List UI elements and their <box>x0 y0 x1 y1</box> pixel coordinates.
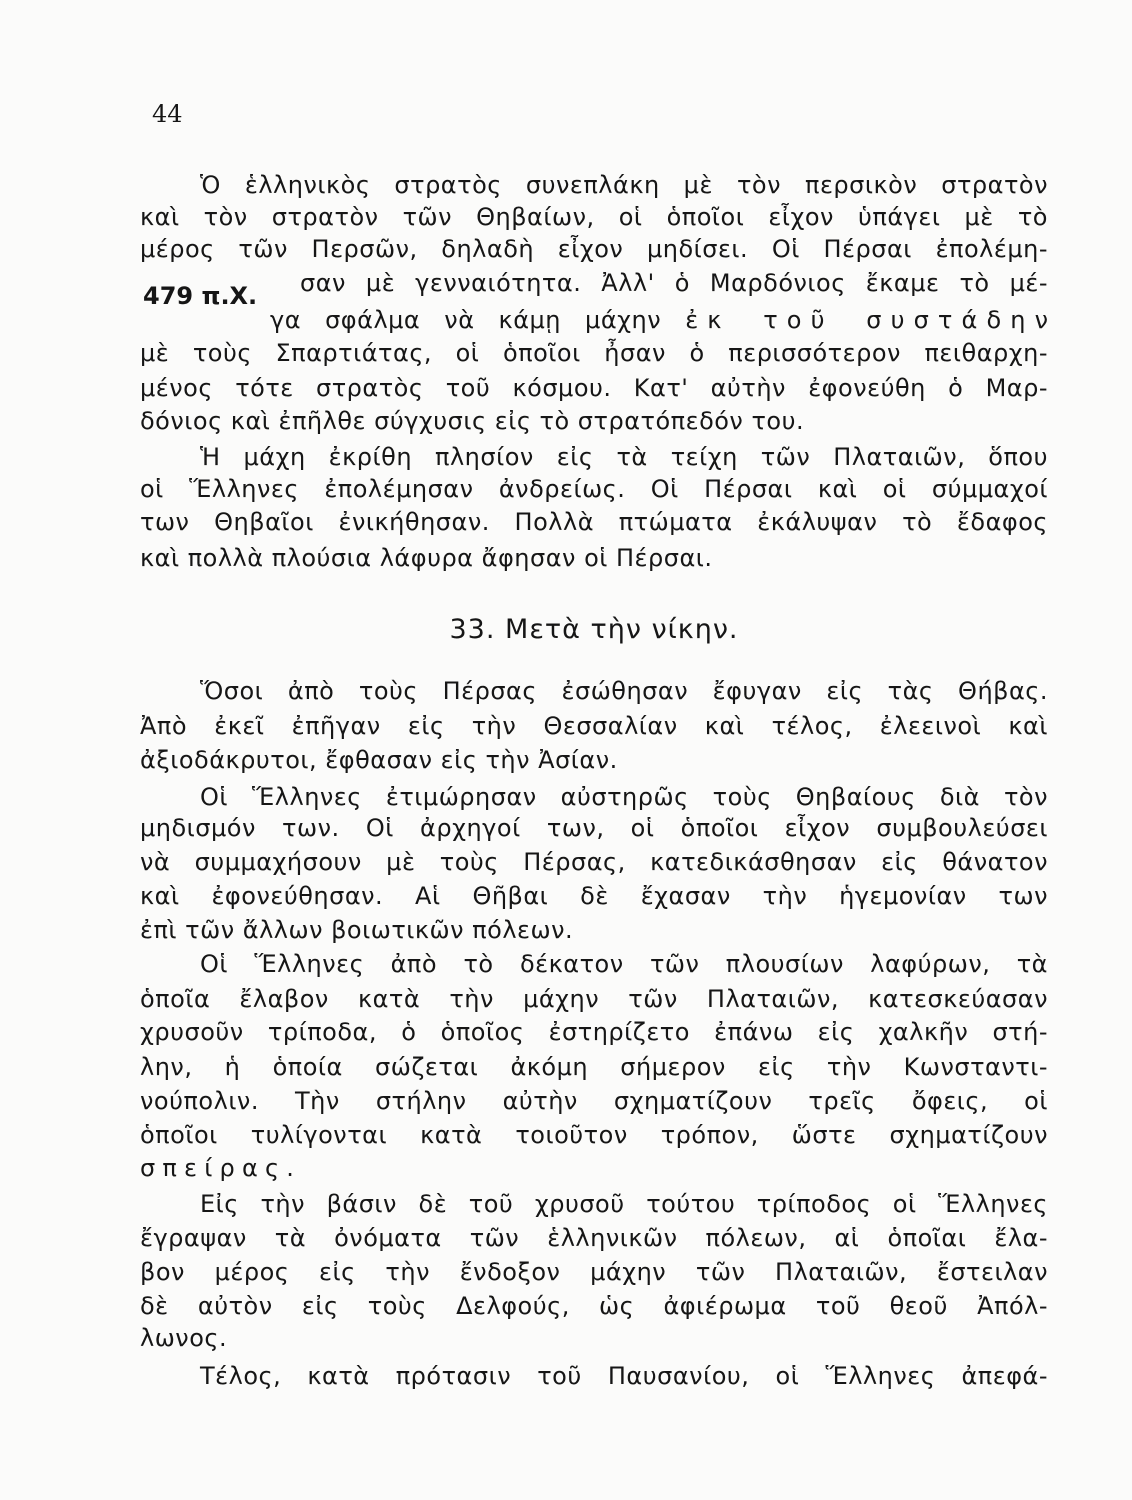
text-line: ὁποῖοι τυλίγονται κατὰ τοιοῦτον τρόπον, ὥστε σχηματίζουν <box>140 1121 1048 1149</box>
text-line <box>270 305 1058 335</box>
text-line: λωνος. <box>140 1324 228 1352</box>
text-line: Ὁ ἑλληνικὸς στρατὸς συνεπλάκη μὲ τὸν περσικὸν στρατὸν <box>200 171 1048 199</box>
text-line: νούπολιν. Τὴν στήλην αὐτὴν σχηματίζουν τρεῖς ὄφεις, οἱ <box>140 1087 1048 1115</box>
text-line: νὰ συμμαχήσουν μὲ τοὺς Πέρσας, κατεδικάσθησαν εἰς θάνατον <box>140 848 1048 876</box>
text-line: Οἱ Ἕλληνες ἐτιμώρησαν αὐστηρῶς τοὺς Θηβαίους διὰ τὸν <box>200 783 1048 811</box>
margin-note-date: 479 π.Χ. <box>143 282 258 310</box>
text-line: ἔγραψαν τὰ ὀνόματα τῶν ἑλληνικῶν πόλεων, αἱ ὁποῖαι ἔλα- <box>140 1224 1048 1252</box>
text-line: Εἰς τὴν βάσιν δὲ τοῦ χρυσοῦ τούτου τρίποδος οἱ Ἕλληνες <box>200 1190 1048 1218</box>
section-heading: 33. Μετὰ τὴν νίκην. <box>449 614 739 645</box>
text-line: καὶ πολλὰ πλούσια λάφυρα ἄφησαν οἱ Πέρσαι. <box>140 544 713 572</box>
text-line: Ἡ μάχη ἐκρίθη πλησίον εἰς τὰ τείχη τῶν Πλαταιῶν, ὅπου <box>200 443 1048 471</box>
text-line: Οἱ Ἕλληνες ἀπὸ τὸ δέκατον τῶν πλουσίων λαφύρων, τὰ <box>200 950 1048 978</box>
text-line: Ὅσοι ἀπὸ τοὺς Πέρσας ἐσώθησαν ἔφυγαν εἰς τὰς Θήβας. <box>200 677 1048 705</box>
text-line: ἐπὶ τῶν ἄλλων βοιωτικῶν πόλεων. <box>140 916 574 944</box>
emphasized-text: ἐκ τοῦ συστάδην <box>685 306 1058 334</box>
page-number: 44 <box>152 100 183 128</box>
text-line: καὶ ἐφονεύθησαν. Αἱ Θῆβαι δὲ ἔχασαν τὴν ἡγεμονίαν των <box>140 882 1048 910</box>
text-segment: γα σφάλμα νὰ κάμῃ μάχην <box>270 306 662 334</box>
text-line: οἱ Ἕλληνες ἐπολέμησαν ἀνδρείως. Οἱ Πέρσαι καὶ οἱ σύμμαχοί <box>140 475 1048 503</box>
text-line: λην, ἡ ὁποία σώζεται ἀκόμη σήμερον εἰς τὴν Κωνσταντι- <box>140 1053 1048 1081</box>
text-line: σαν μὲ γενναιότητα. Ἀλλ' ὁ Μαρδόνιος ἔκαμε τὸ μέ- <box>300 269 1048 297</box>
text-line: των Θηβαῖοι ἐνικήθησαν. Πολλὰ πτώματα ἐκάλυψαν τὸ ἔδαφος <box>140 508 1048 536</box>
text-line: χρυσοῦν τρίποδα, ὁ ὁποῖος ἐστηρίζετο ἐπάνω εἰς χαλκῆν στή- <box>140 1018 1048 1046</box>
text-line: μηδισμόν των. Οἱ ἀρχηγοί των, οἱ ὁποῖοι εἶχον συμβουλεύσει <box>140 814 1048 842</box>
emphasized-text: σπείρας. <box>140 1154 302 1182</box>
text-line: ἀξιοδάκρυτοι, ἔφθασαν εἰς τὴν Ἀσίαν. <box>140 746 618 774</box>
text-line: μὲ τοὺς Σπαρτιάτας, οἱ ὁποῖοι ἦσαν ὁ περισσότερον πειθαρχη- <box>140 339 1048 367</box>
text-line: ὁποῖα ἔλαβον κατὰ τὴν μάχην τῶν Πλαταιῶν, κατεσκεύασαν <box>140 985 1048 1013</box>
text-line: δὲ αὐτὸν εἰς τοὺς Δελφούς, ὡς ἀφιέρωμα τοῦ θεοῦ Ἀπόλ- <box>140 1292 1048 1320</box>
text-line: βον μέρος εἰς τὴν ἔνδοξον μάχην τῶν Πλαταιῶν, ἔστειλαν <box>140 1258 1048 1286</box>
text-line: μένος τότε στρατὸς τοῦ κόσμου. Κατ' αὐτὴν ἐφονεύθη ὁ Μαρ- <box>140 374 1048 402</box>
text-line: μέρος τῶν Περσῶν, δηλαδὴ εἶχον μηδίσει. Οἱ Πέρσαι ἐπολέμη- <box>140 235 1048 263</box>
text-line: Τέλος, κατὰ πρότασιν τοῦ Παυσανίου, οἱ Ἕλληνες ἀπεφά- <box>200 1362 1048 1390</box>
text-line: Ἀπὸ ἐκεῖ ἐπῆγαν εἰς τὴν Θεσσαλίαν καὶ τέλος, ἐλεεινοὶ καὶ <box>140 712 1048 740</box>
text-line: καὶ τὸν στρατὸν τῶν Θηβαίων, οἱ ὁποῖοι εἶχον ὑπάγει μὲ τὸ <box>140 203 1048 231</box>
text-line <box>140 1153 1048 1183</box>
text-line: δόνιος καὶ ἐπῆλθε σύγχυσις εἰς τὸ στρατόπεδόν του. <box>140 407 805 435</box>
